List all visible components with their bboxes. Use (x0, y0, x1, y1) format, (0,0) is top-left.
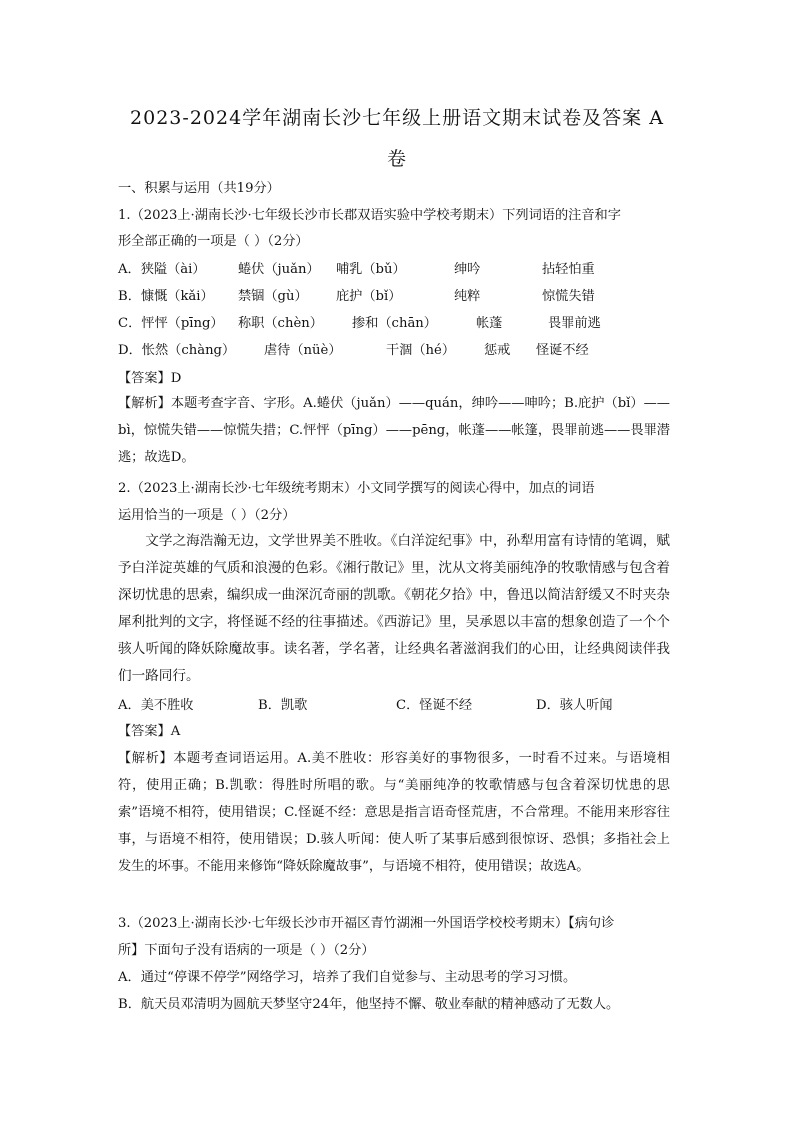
q1-option-a-item: A．狭隘（ài） (118, 262, 206, 277)
q1-option-c-item: 帐蓬 (476, 316, 503, 331)
q1-option-b-item: B．慷慨（kǎi） (118, 289, 214, 304)
q3-stem-line-2: 所】下面句子没有语病的一项是（ ）（2分） (118, 943, 375, 958)
q1-option-c-item: 掺和（chān） (352, 316, 437, 331)
q1-option-b-item: 惊慌失错 (542, 289, 595, 304)
q2-answer: 【答案】A (118, 724, 181, 739)
q2-options (118, 697, 678, 715)
q1-stem-line-1: 1.（2023上·湖南长沙·七年级长沙市长郡双语实验中学校考期末）下列词语的注音和字 (118, 208, 621, 223)
q2-analysis: 【解析】本题考查词语运用。A.美不胜收：形容美好的事物很多，一时看不过来。与语境相符，使用正确；B.凯歌：得胜时所唱的歌。与“美丽纯净的牧歌情感与包含着深切忧患的思索”语境不相符，使用错误；C.怪诞不经：意思是指言语奇怪荒唐，不合常理。不能用来形容往事，与语境不相符，使用错误；D.骇人听闻：使人听了某事后感到很惊讶、恐惧；多指社会上发生的坏事。不能用来修饰“降妖除魔故事”，与语境不相符，使用错误；故选A。 (118, 751, 670, 874)
q1-option-b-item: 禁锢（gù） (238, 289, 308, 304)
q3-option-b: B．航天员邓清明为圆航天梦坚守24年，他坚持不懈、敬业奉献的精神感动了无数人。 (118, 997, 620, 1012)
document-title-line-1: 2023-2024学年湖南长沙七年级上册语文期末试卷及答案 A (130, 107, 664, 129)
q3-option-a: A．通过“停课不停学”网络学习，培养了我们自觉参与、主动思考的学习习惯。 (118, 970, 577, 985)
q1-option-a-item: 拈轻怕重 (542, 262, 595, 277)
q1-option-c-item: C．怦怦（pīng） (118, 316, 224, 331)
q1-option-c-item: 称职（chèn） (238, 316, 323, 331)
document-title-line-2: 卷 (386, 148, 407, 170)
q1-answer: 【答案】D (118, 371, 182, 386)
q2-passage: 文学之海浩瀚无边，文学世界美不胜收。《白洋淀纪事》中，孙犁用富有诗情的笔调，赋予白洋淀英雄的气质和浪漫的色彩。《湘行散记》里，沈从文将美丽纯净的牧歌情感与包含着深切忧患的思索，编织成一曲深沉奇丽的凯歌。《朝花夕拾》中，鲁迅以简洁舒缓又不时夹杂犀利批判的文字，将怪诞不经的往事描述。《西游记》里，吴承恩以丰富的想象创造了一个个骇人听闻的降妖除魔故事。读名著，学名著，让经典名著滋润我们的心田，让经典阅读伴我们一路同行。 (118, 533, 670, 684)
q1-option-a-item: 哺乳（bǔ） (336, 262, 406, 277)
q1-option-d-item: D．怅然（chàng） (118, 343, 236, 358)
q1-stem-line-2: 形全部正确的一项是（ ）（2分） (118, 234, 309, 249)
q1-option-d-item: 干涸（hé） (386, 343, 456, 358)
q1-option-d-item: 惩戒 (484, 343, 511, 358)
q2-option: D．骇人听闻 (536, 698, 613, 713)
q1-option-c (118, 315, 678, 333)
section-heading: 一、积累与运用（共19分） (118, 181, 280, 196)
q2-option: C．怪诞不经 (396, 698, 473, 713)
q2-option: B．凯歌 (258, 698, 308, 713)
q1-option-c-item: 畏罪前逃 (548, 316, 601, 331)
q2-stem-line-2: 运用恰当的一项是（ ）（2分） (118, 508, 296, 523)
q1-option-d (118, 342, 678, 360)
q2-option: A．美不胜收 (118, 698, 194, 713)
q1-option-a-item: 蜷伏（juǎn） (238, 262, 320, 277)
q1-option-d-item: 虐待（nüè） (264, 343, 342, 358)
q1-option-b-item: 庇护（bǐ） (336, 289, 402, 304)
q1-option-a (118, 261, 678, 279)
q3-stem-line-1: 3.（2023上·湖南长沙·七年级长沙市开福区青竹湖湘一外国语学校校考期末）【病句诊 (118, 916, 615, 931)
q1-option-b-item: 纯粹 (454, 289, 481, 304)
q1-option-d-item: 怪诞不经 (536, 343, 589, 358)
q1-analysis: 【解析】本题考查字音、字形。A.蜷伏（juǎn）——quán，绅吟——呻吟；B.庇护（bǐ）——bì，惊慌失错——惊慌失措；C.怦怦（pīng）——pēng，帐蓬——帐篷，畏罪前逃——畏罪潜逃；故选D。 (118, 396, 670, 465)
q2-stem-line-1: 2.（2023上·湖南长沙·七年级统考期末）小文同学撰写的阅读心得中，加点的词语 (118, 481, 595, 496)
q1-option-a-item: 绅吟 (454, 262, 481, 277)
q1-option-b (118, 288, 678, 306)
